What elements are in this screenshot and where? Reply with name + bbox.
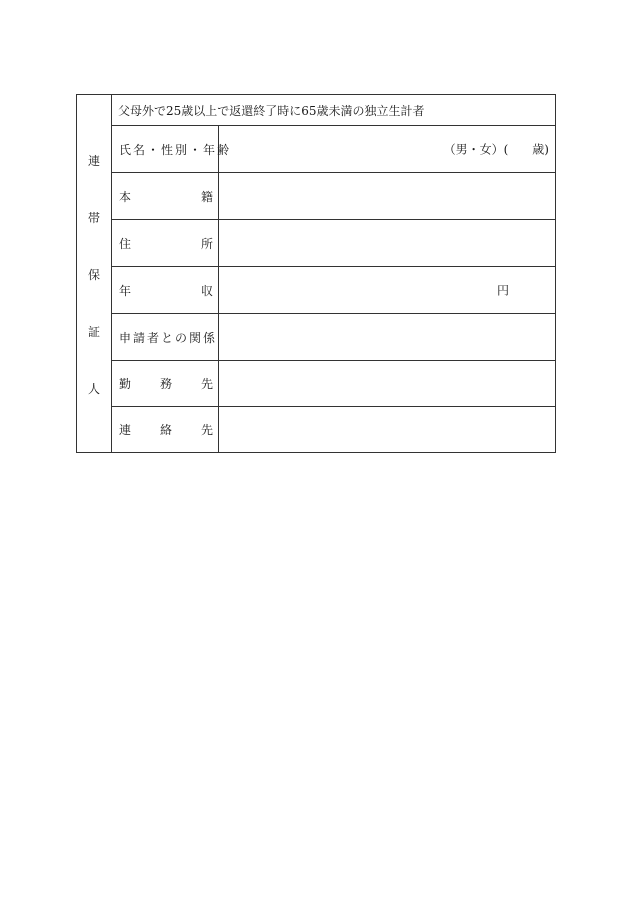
field-relationship[interactable] bbox=[219, 314, 556, 361]
label-address: 住 所 bbox=[112, 220, 219, 267]
field-address[interactable] bbox=[219, 220, 556, 267]
label-domicile: 本 籍 bbox=[112, 173, 219, 220]
side-label-char: 連 bbox=[87, 154, 100, 168]
label-name-sex-age: 氏名・性別・年齢 bbox=[112, 126, 219, 173]
side-label-char: 人 bbox=[87, 382, 100, 396]
section-header: 父母外で25歳以上で返還終了時に65歳未満の独立生計者 bbox=[112, 95, 556, 126]
label-relationship: 申請者との関係 bbox=[112, 314, 219, 361]
side-label-char: 保 bbox=[87, 268, 100, 282]
side-label-char: 証 bbox=[87, 325, 100, 339]
field-contact[interactable] bbox=[219, 407, 556, 453]
field-domicile[interactable] bbox=[219, 173, 556, 220]
field-annual-income[interactable] bbox=[219, 267, 556, 314]
guarantor-form-table bbox=[76, 94, 556, 453]
label-annual-income: 年 収 bbox=[112, 267, 219, 314]
label-workplace: 勤 務 先 bbox=[112, 361, 219, 407]
side-label-cell bbox=[77, 95, 112, 453]
sex-age-hint: （男・女）( 歳) bbox=[443, 142, 549, 157]
field-workplace[interactable] bbox=[219, 361, 556, 407]
field-name-sex-age[interactable] bbox=[219, 126, 556, 173]
yen-unit: 円 bbox=[497, 283, 510, 298]
side-label-char: 帯 bbox=[87, 211, 100, 225]
label-contact: 連 絡 先 bbox=[112, 407, 219, 453]
